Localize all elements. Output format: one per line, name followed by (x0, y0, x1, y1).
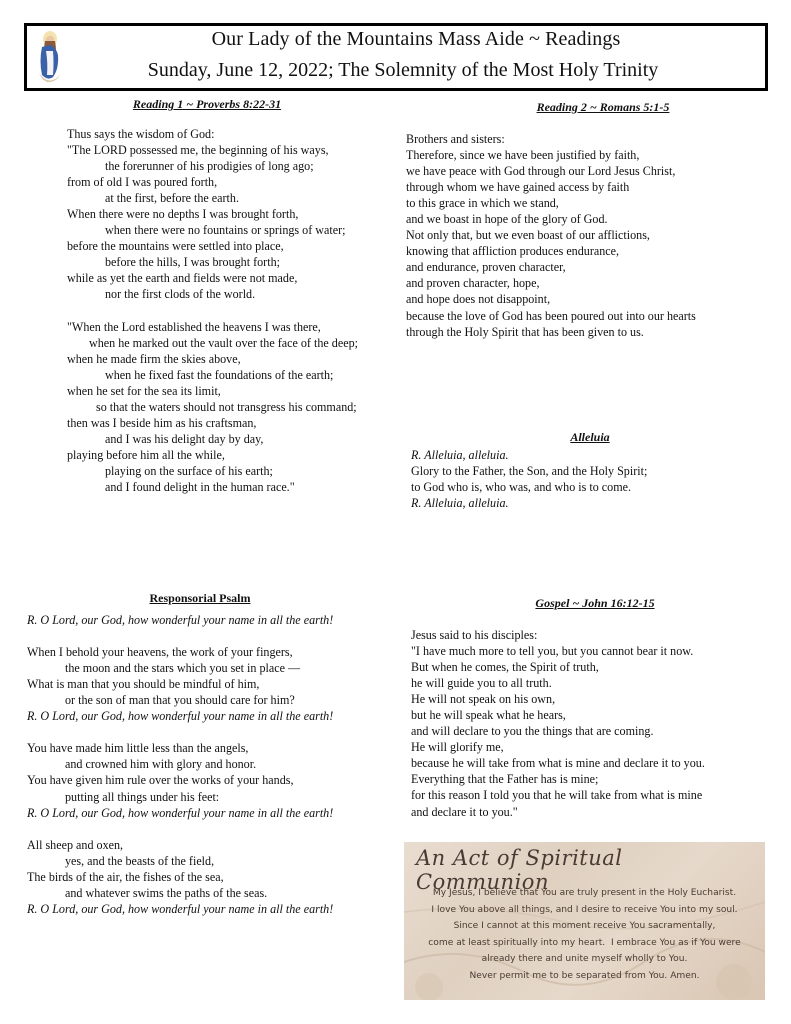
response-line: R. O Lord, our God, how wonderful your name in all the earth! (27, 805, 334, 820)
text-line (67, 303, 358, 319)
text-line: we have peace with God through our Lord Jesus Christ, (406, 164, 676, 179)
text-line: when there were no fountains or springs of water; (105, 223, 346, 238)
response-line: R. Alleluia, alleluia. (411, 448, 509, 462)
text-line: and I found delight in the human race." (105, 480, 295, 495)
text-line: to this grace in which we stand, (406, 196, 559, 211)
reading1-text (67, 126, 358, 495)
text-line: But when he comes, the Spirit of truth, (411, 660, 599, 675)
text-line: Not only that, but we even boast of our afflictions, (406, 228, 650, 243)
text-line: but he will speak what he hears, (411, 708, 566, 723)
text-line: the moon and the stars which you set in place — (65, 661, 301, 676)
text-line: The birds of the air, the fishes of the sea, (27, 869, 224, 884)
header-title: Our Lady of the Mountains Mass Aide ~ Readings (211, 28, 621, 50)
reading2-title: Reading 2 ~ Romans 5:1-5 (536, 100, 670, 114)
spiritual-communion-card (404, 842, 765, 1000)
text-line: and declare it to you." (411, 804, 518, 819)
text-line: before the mountains were settled into place, (67, 239, 284, 254)
text-line: playing before him all the while, (67, 447, 225, 462)
communion-prayer (404, 885, 765, 984)
text-line: Therefore, since we have been justified by faith, (406, 148, 640, 163)
text-line: playing on the surface of his earth; (105, 463, 273, 478)
text-line: when he fixed fast the foundations of the earth; (105, 367, 334, 382)
text-line: when he made firm the skies above, (67, 351, 241, 366)
text-line: "The LORD possessed me, the beginning of his ways, (67, 143, 329, 158)
text-line: for this reason I told you that he will take from what is mine (411, 788, 703, 803)
header-date: Sunday, June 12, 2022; The Solemnity of the Most Holy Trinity (147, 59, 659, 81)
reading2-text (406, 131, 696, 340)
alleluia-title: Alleluia (570, 430, 610, 444)
response-line: R. O Lord, our God, how wonderful your name in all the earth! (27, 709, 334, 724)
text-line (27, 821, 333, 837)
text-line: or the son of man that you should care for him? (65, 693, 295, 708)
response-line: R. O Lord, our God, how wonderful your name in all the earth! (27, 613, 334, 627)
text-line: and crowned him with glory and honor. (65, 757, 257, 772)
text-line: because the love of God has been poured out into our hearts (406, 308, 696, 323)
text-line (27, 724, 333, 740)
text-line: yes, and the beasts of the field, (65, 853, 215, 868)
text-line: All sheep and oxen, (27, 837, 124, 852)
text-line: the forerunner of his prodigies of long ago; (105, 159, 314, 174)
text-line: when he set for the sea its limit, (67, 383, 221, 398)
text-line (27, 628, 333, 644)
text-line: nor the first clods of the world. (105, 287, 256, 302)
text-line: Brothers and sisters: (406, 132, 505, 146)
alleluia-text (411, 447, 647, 511)
response-line: R. Alleluia, alleluia. (411, 496, 509, 511)
psalm-title: Responsorial Psalm (149, 591, 251, 605)
text-line: knowing that affliction produces endurance, (406, 244, 620, 259)
text-line: "When the Lord established the heavens I was there, (67, 319, 321, 334)
text-line: He will not speak on his own, (411, 692, 556, 707)
text-line: and I was his delight day by day, (105, 431, 264, 446)
text-line: and proven character, hope, (406, 276, 540, 291)
gospel-text (411, 627, 705, 820)
text-line: then was I beside him as his craftsman, (67, 415, 257, 430)
text-line: through whom we have gained access by faith (406, 180, 630, 195)
text-line: from of old I was poured forth, (67, 175, 218, 190)
text-line: You have made him little less than the angels, (27, 741, 249, 756)
prayer-line: I love You above all things, and I desire to receive You into my soul. (431, 904, 738, 915)
response-line: R. O Lord, our God, how wonderful your name in all the earth! (27, 901, 334, 916)
reading1-title: Reading 1 ~ Proverbs 8:22-31 (132, 97, 282, 111)
text-line: because he will take from what is mine and declare it to you. (411, 756, 705, 771)
prayer-line: Since I cannot at this moment receive You sacramentally, (453, 921, 716, 931)
text-line: and endurance, proven character, (406, 260, 566, 275)
text-line: through the Holy Spirit that has been given to us. (406, 324, 644, 339)
text-line: so that the waters should not transgress his command; (96, 399, 357, 414)
text-line: He will glorify me, (411, 740, 504, 755)
prayer-line: already there and unite myself wholly to You. (481, 954, 688, 964)
text-line: while as yet the earth and fields were not made, (67, 271, 298, 286)
prayer-line: come at least spiritually into my heart. I embrace You as if You were (428, 937, 741, 948)
text-line: and will declare to you the things that are coming. (411, 724, 654, 739)
text-line: and hope does not disappoint, (406, 292, 551, 307)
text-line: When I behold your heavens, the work of your fingers, (27, 645, 293, 660)
psalm-text (27, 612, 333, 917)
text-line: and whatever swims the paths of the seas. (65, 885, 268, 900)
text-line: "I have much more to tell you, but you cannot bear it now. (411, 644, 694, 659)
text-line: What is man that you should be mindful of him, (27, 677, 260, 692)
text-line: putting all things under his feet: (65, 789, 220, 804)
text-line: he will guide you to all truth. (411, 676, 552, 691)
text-line: before the hills, I was brought forth; (105, 255, 280, 270)
text-line: at the first, before the earth. (105, 191, 239, 206)
text-line: and we boast in hope of the glory of God. (406, 212, 608, 227)
text-line: You have given him rule over the works of your hands, (27, 773, 294, 788)
text-line: Everything that the Father has is mine; (411, 772, 599, 787)
communion-title: An Act of Spiritual Communion (416, 846, 623, 894)
text-line: to God who is, who was, and who is to come. (411, 480, 632, 495)
text-line: When there were no depths I was brought forth, (67, 207, 299, 222)
text-line: Jesus said to his disciples: (411, 628, 538, 642)
gospel-title: Gospel ~ John 16:12-15 (535, 596, 655, 610)
text-line: Thus says the wisdom of God: (67, 127, 215, 141)
text-line: when he marked out the vault over the face of the deep; (89, 335, 358, 350)
header-box (24, 23, 768, 91)
prayer-line: Never permit me to be separated from You. Amen. (469, 970, 700, 981)
text-line: Glory to the Father, the Son, and the Holy Spirit; (411, 464, 648, 479)
prayer-line: My Jesus, I believe that You are truly present in the Holy Eucharist. (432, 888, 737, 898)
